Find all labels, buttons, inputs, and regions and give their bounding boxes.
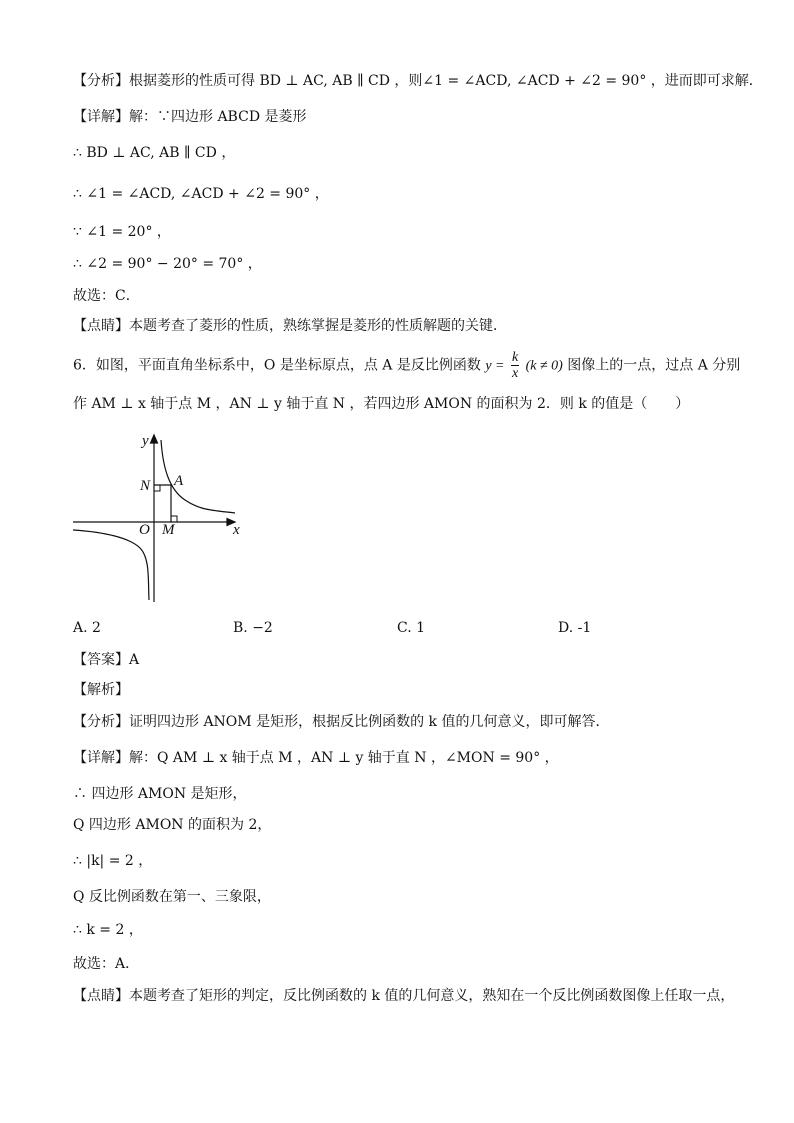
comment-line: 【点睛】本题考查了矩形的判定，反比例函数的 k 值的几何意义，熟知在一个反比例函数图像上任取一点， [73, 988, 735, 1004]
comment-line: 【点睛】本题考查了菱形的性质，熟练掌握是菱形的性质解题的关键． [73, 318, 507, 334]
step-line: ∴ ∠1 = ∠ACD, ∠ACD + ∠2 = 90° ， [73, 186, 329, 202]
function-y: y = [485, 358, 505, 374]
detail-line: 【详解】解：Q AM ⊥ x 轴于点 M ，AN ⊥ y 轴于直 N ，∠MON = 90° ， [73, 750, 559, 766]
function-condition: (k ≠ 0) [525, 358, 563, 374]
answer-line: 【答案】A [73, 652, 140, 668]
step-line: ∴ BD ⊥ AC, AB ∥ CD ， [73, 145, 236, 161]
choice-b: B. −2 [233, 620, 273, 636]
step-line: Q 反比例函数在第一、三象限， [73, 889, 271, 905]
step-line: ∵ ∠1 = 20° ， [73, 224, 171, 240]
hyperbola-branch-first-quadrant [161, 440, 235, 513]
right-angle-N [154, 485, 160, 491]
label-N: N [140, 478, 151, 494]
step-line: ∴ k = 2 ， [73, 922, 143, 938]
choice-line: 故选：C． [73, 288, 140, 304]
fraction-numerator: k [511, 350, 519, 365]
analysis-line: 【分析】根据菱形的性质可得 BD ⊥ AC, AB ∥ CD ，则∠1 = ∠ACD, ∠ACD + ∠2 = 90° ，进而即可求解． [73, 73, 763, 89]
question-stem-line2: 作 AM ⊥ x 轴于点 M ，AN ⊥ y 轴于直 N ，若四边形 AMON 的面积为 2．则 k 的值是（ ） [73, 396, 690, 412]
jiexi-line: 【解析】 [73, 682, 129, 698]
y-axis-arrow [151, 435, 158, 443]
hyperbola-branch-third-quadrant [73, 530, 149, 600]
question-stem [73, 350, 740, 382]
label-x: x [233, 522, 240, 538]
label-M: M [162, 522, 175, 538]
function-fraction [511, 350, 519, 381]
step-line: ∴ 四边形 AMON 是矩形， [73, 786, 247, 802]
choice-a: A. 2 [73, 620, 101, 636]
fraction-denominator: x [511, 366, 519, 381]
choice-d: D. -1 [558, 620, 592, 636]
label-A: A [174, 473, 184, 489]
stem-part-a: 6．如图，平面直角坐标系中，O 是坐标原点，点 A 是反比例函数 [73, 357, 481, 374]
label-O: O [139, 522, 150, 538]
step-line: ∴ ∠2 = 90° − 20° = 70° ， [73, 256, 262, 272]
stem-part-b: 图像上的一点，过点 A 分别 [567, 357, 741, 374]
choice-c: C. 1 [397, 620, 426, 636]
detail-line: 【详解】解：∵四边形 ABCD 是菱形 [73, 109, 307, 125]
analysis-line: 【分析】证明四边形 ANOM 是矩形，根据反比例函数的 k 值的几何意义，即可解答． [73, 714, 610, 730]
choice-line: 故选：A． [73, 956, 140, 972]
hyperbola-figure [70, 430, 250, 605]
step-line: ∴ |k| = 2 ， [73, 853, 153, 869]
step-line: Q 四边形 AMON 的面积为 2， [73, 817, 272, 833]
label-y: y [142, 433, 149, 449]
